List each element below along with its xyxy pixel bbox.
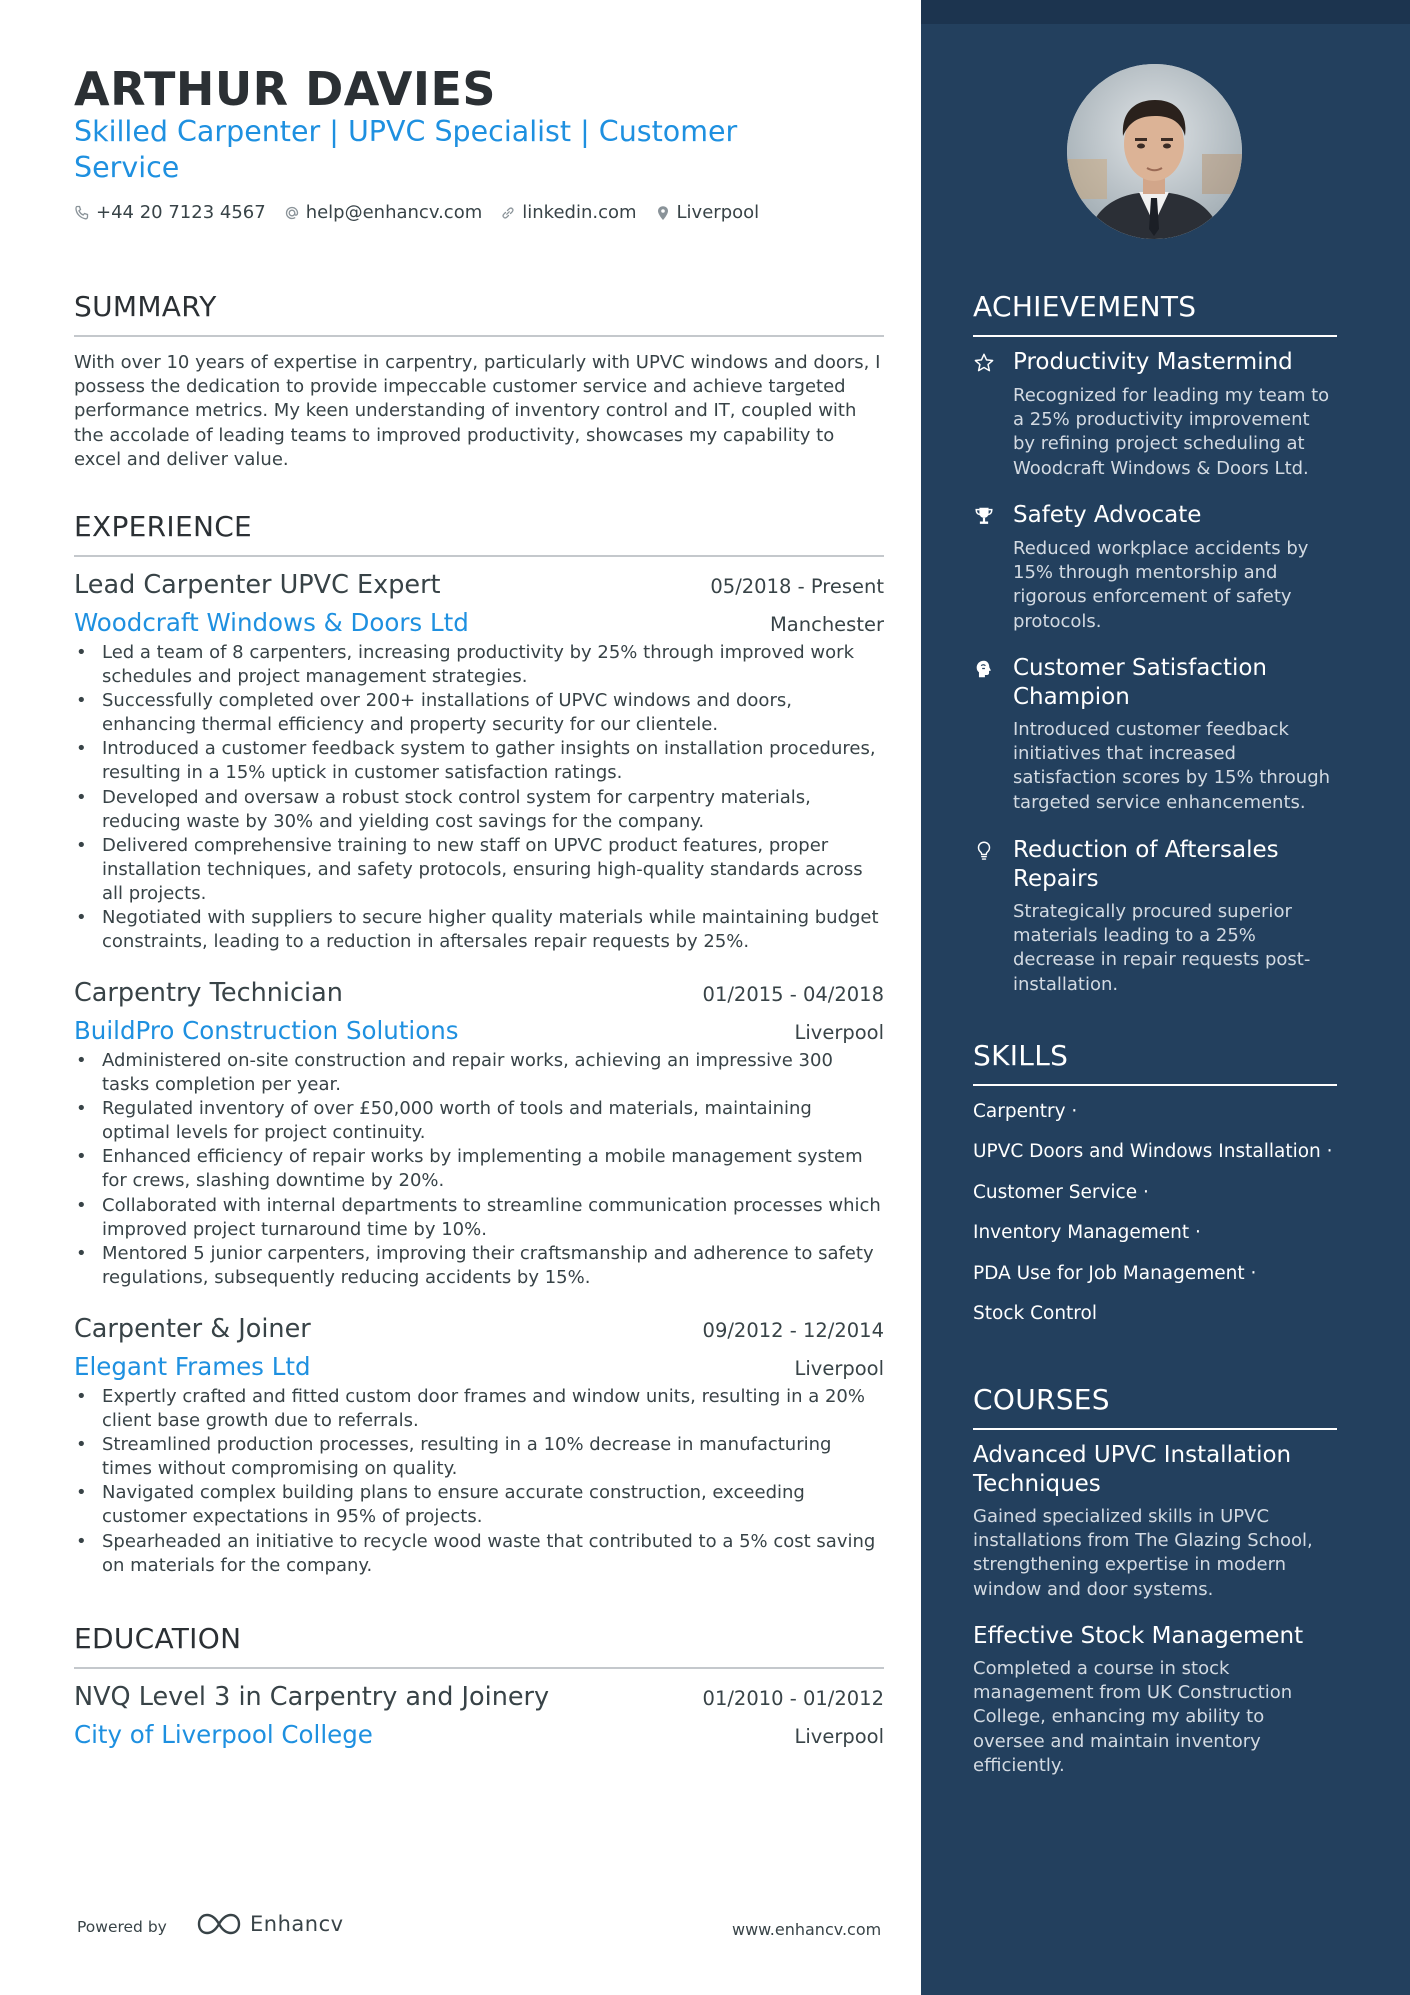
courses-heading: COURSES xyxy=(973,1383,1337,1430)
job-title: Lead Carpenter UPVC Expert xyxy=(74,570,441,600)
contact-linkedin[interactable] xyxy=(500,202,636,223)
skill-item: PDA Use for Job Management · xyxy=(973,1263,1257,1284)
education-location: Liverpool xyxy=(794,1725,884,1748)
achievement-desc: Reduced workplace accidents by 15% through mentorship and rigorous enforcement of safety protocols. xyxy=(1013,538,1309,632)
list-item: • Spearheaded an initiative to recycle wood waste that contributed to a 5% cost saving on materials for the company. xyxy=(74,1530,884,1578)
list-item: • Streamlined production processes, resulting in a 10% decrease in manufacturing times without compromising on quality. xyxy=(74,1433,884,1481)
education-entry xyxy=(74,1682,884,1749)
list-item: • Developed and oversaw a robust stock control system for carpentry materials, reducing waste by 30% and yielding cost savings for the company. xyxy=(74,786,884,834)
phone-icon xyxy=(74,205,90,221)
list-item: • Mentored 5 junior carpenters, improving their craftsmanship and adherence to safety regulations, subsequently reducing accidents by 15%. xyxy=(74,1242,884,1290)
linkedin-text: linkedin.com xyxy=(522,202,637,223)
job-company: BuildPro Construction Solutions xyxy=(74,1016,459,1045)
at-icon xyxy=(284,205,300,221)
enhancv-brand: Enhancv xyxy=(250,1912,344,1936)
list-item: • Administered on-site construction and repair works, achieving an impressive 300 tasks completion per year. xyxy=(74,1049,884,1097)
enhancv-logo-icon xyxy=(196,1911,242,1937)
contact-bar xyxy=(74,202,777,223)
skills-heading: SKILLS xyxy=(973,1039,1337,1086)
contact-phone[interactable] xyxy=(74,202,266,223)
job-location: Liverpool xyxy=(794,1021,884,1044)
list-item: • Enhanced efficiency of repair works by implementing a mobile management system for crews, slashing downtime by 20%. xyxy=(74,1145,884,1193)
achievement-title: Reduction of Aftersales Repairs xyxy=(1013,837,1279,892)
school-name: City of Liverpool College xyxy=(74,1720,373,1749)
lightbulb-icon xyxy=(973,840,995,862)
powered-by-label: Powered by xyxy=(77,1918,167,1936)
skill-item: UPVC Doors and Windows Installation · xyxy=(973,1141,1333,1162)
achievement-title: Productivity Mastermind xyxy=(1013,349,1293,375)
job-company: Elegant Frames Ltd xyxy=(74,1352,311,1381)
skill-item: Customer Service · xyxy=(973,1182,1149,1203)
list-item: • Successfully completed over 200+ installations of UPVC windows and doors, enhancing thermal efficiency and property security for our clientele. xyxy=(74,689,884,737)
course-desc: Completed a course in stock management from UK Construction College, enhancing my ability to oversee and maintain inventory efficiently. xyxy=(973,1658,1293,1776)
sidebar-top-band xyxy=(921,0,1410,24)
summary-text: With over 10 years of expertise in carpentry, particularly with UPVC windows and doors, I possess the dedication to provide impeccable customer service and achieve targeted performance metrics. My keen understanding of inventory control and IT, coupled with the accolade of leading teams to improved productivity, showcases my capability to excel and deliver value. xyxy=(74,352,881,470)
achievement-title: Safety Advocate xyxy=(1013,502,1202,528)
list-item: • Led a team of 8 carpenters, increasing productivity by 25% through improved work schedules and project management strategies. xyxy=(74,641,884,689)
email-text: help@enhancv.com xyxy=(305,202,483,223)
list-item: • Collaborated with internal departments to streamline communication processes which improved project turnaround time by 10%. xyxy=(74,1194,884,1242)
job-dates: 05/2018 - Present xyxy=(710,575,884,598)
location-text: Liverpool xyxy=(676,202,760,223)
list-item: • Navigated complex building plans to ensure accurate construction, exceeding customer expectations in 95% of projects. xyxy=(74,1481,884,1529)
job-entry xyxy=(74,570,884,954)
list-item: • Negotiated with suppliers to secure higher quality materials while maintaining budget constraints, leading to a reduction in aftersales repair requests by 25%. xyxy=(74,906,884,954)
portrait-photo xyxy=(1067,64,1242,239)
list-item: • Introduced a customer feedback system to gather insights on installation procedures, resulting in a 15% uptick in customer satisfaction ratings. xyxy=(74,737,884,785)
achievement-item xyxy=(973,348,1337,481)
achievement-desc: Strategically procured superior materials leading to a 25% decrease in repair requests post-installation. xyxy=(1013,901,1311,995)
course-desc: Gained specialized skills in UPVC installations from The Glazing School, strengthening expertise in modern window and door systems. xyxy=(973,1506,1313,1600)
degree-title: NVQ Level 3 in Carpentry and Joinery xyxy=(74,1682,550,1712)
job-bullets xyxy=(74,1385,884,1578)
website-link[interactable]: www.enhancv.com xyxy=(732,1920,882,1939)
achievement-title: Customer Satisfaction Champion xyxy=(1013,655,1268,710)
job-dates: 01/2015 - 04/2018 xyxy=(702,983,884,1006)
course-item xyxy=(973,1622,1337,1778)
brain-icon xyxy=(973,658,995,680)
contact-location xyxy=(655,202,760,223)
education-heading: EDUCATION xyxy=(74,1622,884,1669)
trophy-icon xyxy=(973,505,995,527)
skill-item: Inventory Management · xyxy=(973,1222,1201,1243)
course-title: Effective Stock Management xyxy=(973,1623,1304,1649)
achievement-desc: Introduced customer feedback initiatives that increased satisfaction scores by 15% through targeted service enhancements. xyxy=(1013,719,1331,813)
list-item: • Expertly crafted and fitted custom door frames and window units, resulting in a 20% client base growth due to referrals. xyxy=(74,1385,884,1433)
headline: Skilled Carpenter | UPVC Specialist | Customer Service xyxy=(74,115,738,184)
achievement-item xyxy=(973,836,1337,997)
achievements-heading: ACHIEVEMENTS xyxy=(973,290,1337,337)
skill-item: Carpentry · xyxy=(973,1101,1078,1122)
course-item xyxy=(973,1441,1337,1602)
location-pin-icon xyxy=(655,205,671,221)
achievement-item xyxy=(973,654,1337,815)
job-bullets xyxy=(74,1049,884,1290)
job-company: Woodcraft Windows & Doors Ltd xyxy=(74,608,469,637)
education-dates: 01/2010 - 01/2012 xyxy=(702,1687,884,1710)
avatar xyxy=(1067,64,1242,239)
phone-text: +44 20 7123 4567 xyxy=(96,202,266,223)
link-icon xyxy=(500,205,516,221)
list-item: • Regulated inventory of over £50,000 worth of tools and materials, maintaining optimal levels for project continuity. xyxy=(74,1097,884,1145)
job-location: Manchester xyxy=(769,613,884,636)
job-entry xyxy=(74,1314,884,1578)
achievement-item xyxy=(973,501,1337,634)
summary-heading: SUMMARY xyxy=(74,290,884,337)
experience-heading: EXPERIENCE xyxy=(74,510,884,557)
enhancv-logo[interactable] xyxy=(196,1911,344,1937)
candidate-name: ARTHUR DAVIES xyxy=(74,62,497,116)
job-bullets xyxy=(74,641,884,954)
job-title: Carpentry Technician xyxy=(74,978,343,1008)
job-dates: 09/2012 - 12/2014 xyxy=(702,1319,884,1342)
contact-email[interactable] xyxy=(284,202,483,223)
list-item: • Delivered comprehensive training to new staff on UPVC product features, proper installation techniques, and safety protocols, ensuring high-quality standards across all projects. xyxy=(74,834,884,906)
sidebar xyxy=(921,0,1410,1995)
star-icon xyxy=(973,352,995,374)
job-entry xyxy=(74,978,884,1290)
achievement-desc: Recognized for leading my team to a 25% productivity improvement by refining project scheduling at Woodcraft Windows & Doors Ltd. xyxy=(1013,385,1330,479)
job-title: Carpenter & Joiner xyxy=(74,1314,311,1344)
job-location: Liverpool xyxy=(794,1357,884,1380)
skill-item: Stock Control xyxy=(973,1303,1097,1324)
course-title: Advanced UPVC Installation Techniques xyxy=(973,1442,1292,1497)
